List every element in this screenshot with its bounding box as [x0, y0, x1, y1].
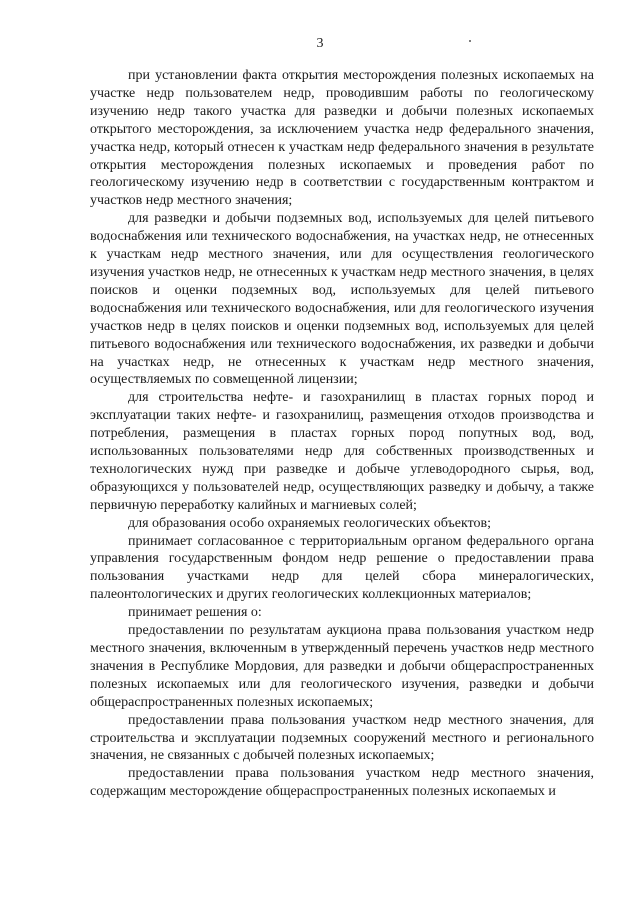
paragraph-protected-objects: для образования особо охраняемых геологических объектов;: [128, 515, 492, 531]
document-body: [90, 67, 594, 801]
paragraph-auction: предоставлении по результатам аукциона права пользования участком недр местного значения, включенным в утвержденный перечень участков недр местного значения в Республике Мордовия, для разведки и добычи общераспространенных полезных ископаемых или для геологического изучения, разведки и добычи общераспространенных полезных ископаемых;: [90, 623, 594, 710]
paragraph-storage-construction: для строительства нефте- и газохранилищ в пластах горных пород и эксплуатации таких нефте- и газохранилищ, размещения отходов производства и потребления, размещения в пластах горных пород попутных вод, вод, использованных пользователями недр для собственных производственных и технологических нужд при разведке и добыче углеводородного сырья, вод, образующихся у пользователей недр, осуществляющих разведку и добычу, а также первичную переработку калийных и магниевых солей;: [90, 390, 594, 513]
paragraph-collection-materials: принимает согласованное с территориальным органом федерального органа управления государственным фондом недр решение о предоставлении права пользования участками недр для целей сбора минералогических, палеонтологических и других геологических коллекционных материалов;: [90, 533, 594, 603]
paragraph-common-minerals: предоставлении права пользования участком недр местного значения, содержащим месторождение общераспространенных полезных ископаемых и: [90, 766, 594, 800]
stray-mark: [469, 40, 471, 42]
paragraph-underground-structures: предоставлении права пользования участком недр местного значения, для строительства и эксплуатации подземных сооружений местного и регионального значения, не связанных с добычей полезных ископаемых;: [90, 712, 594, 764]
paragraph-deposit-discovery: при установлении факта открытия месторождения полезных ископаемых на участке недр пользователем недр, проводившим работы по геологическому изучению недр такого участка для разведки и добычи полезных ископаемых открытого месторождения, за исключением участка недр федерального значения, участка недр, который отнесен к участкам недр федерального значения в результате открытия месторождения полезных ископаемых и проведения работ по геологическому изучению недр в соответствии с государственным контрактом и участков недр местного значения;: [90, 68, 594, 209]
paragraph-decisions-heading: принимает решения о:: [128, 605, 262, 621]
page-number: 3: [316, 36, 324, 51]
paragraph-groundwater: для разведки и добычи подземных вод, используемых для целей питьевого водоснабжения или технического водоснабжения, на участках недр, не отнесенных к участкам недр местного значения, или для осуществления геологического изучения участков недр, не отнесенных к участкам недр местного значения, в целях поисков и оценки подземных вод, используемых для целей питьевого водоснабжения или технического водоснабжения, или для геологического изучения участков недр в целях поисков и оценки подземных вод, используемых для целей питьевого водоснабжения или технического водоснабжения, их разведки и добычи на участках недр, не отнесенных к участкам недр местного значения, осуществляемых по совмещенной лицензии;: [90, 211, 594, 388]
